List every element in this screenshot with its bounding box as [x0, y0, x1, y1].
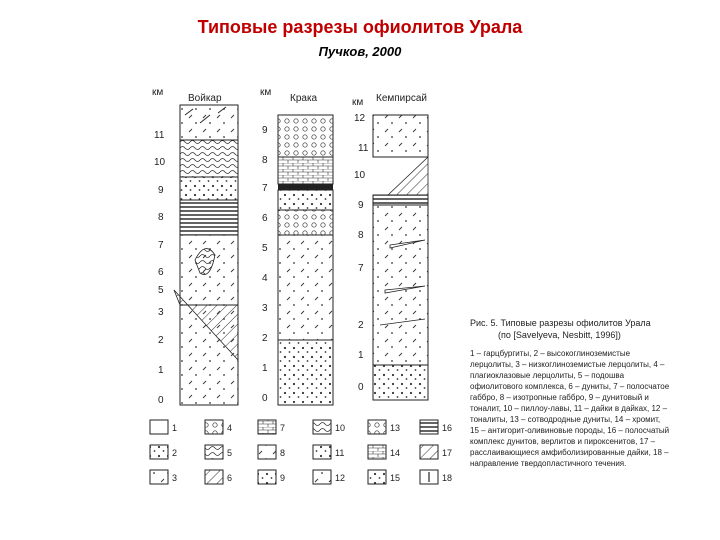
km-label-kraka: км — [260, 87, 272, 98]
section-name-kraka: Крака — [290, 93, 318, 104]
tick-voykar: 9 — [158, 185, 164, 196]
figure-caption-reference: (по [Savelyeva, Nesbitt, 1996]) — [498, 330, 621, 340]
tick-kempirsay: 11 — [358, 143, 369, 154]
tick-voykar: 10 — [154, 157, 166, 168]
tick-kraka: 6 — [262, 213, 268, 224]
legend-number: 13 — [390, 423, 401, 433]
legend-number: 12 — [335, 473, 346, 483]
legend-number: 18 — [442, 473, 453, 483]
legend-number: 6 — [227, 473, 233, 483]
tick-kraka: 1 — [262, 363, 268, 374]
legend-number: 10 — [335, 423, 346, 433]
legend-number: 14 — [390, 448, 401, 458]
legend-number: 5 — [227, 448, 233, 458]
column-kraka — [278, 115, 333, 405]
km-label-voykar: км — [152, 87, 164, 98]
tick-kraka: 7 — [262, 183, 268, 194]
legend-number: 11 — [335, 448, 345, 458]
tick-kempirsay: 1 — [358, 350, 364, 361]
tick-kempirsay: 7 — [358, 263, 364, 274]
legend-number: 1 — [172, 423, 178, 433]
figure-caption-title: Рис. 5. Типовые разрезы офиолитов Урала — [470, 318, 651, 328]
legend-number: 15 — [390, 473, 401, 483]
tick-voykar: 6 — [158, 267, 164, 278]
tick-voykar: 8 — [158, 212, 164, 223]
figure-caption-body: 1 – гарцбургиты, 2 – высокоглиноземистые лерцолиты, 3 – низкоглиноземистые лерцолиты, 4 – плагиоклазовые лерцолиты, 5 – подошва офиолитового комплекса, 6 – дуниты, 7 – полосчатое габбро, 8 – изотропные габбро, 9 – дунитовый и тоналит, 10 – пиллоу-лавы, 11 – дайки в дайках, 12 – тоналиты, 13 – сотводродные дуниты, 14 – хромит, 15 – антигорит-оливиновые породы, 16 – полосчатый комплекс дунитов, верлитов и пироксенитов, 17 – расслаивающиеся амфиболизированные дайки, 18 – направление твердопластичного течения. — [470, 349, 670, 468]
tick-voykar: 0 — [158, 395, 164, 406]
tick-kempirsay: 9 — [358, 200, 364, 211]
legend-number: 4 — [227, 423, 233, 433]
column-voykar — [174, 105, 238, 405]
legend-number: 16 — [442, 423, 453, 433]
legend-number: 17 — [442, 448, 453, 458]
tick-voykar: 7 — [158, 240, 164, 251]
legend-number: 2 — [172, 448, 178, 458]
section-name-kempirsay: Кемпирсай — [376, 93, 427, 104]
tick-voykar: 1 — [158, 365, 164, 376]
tick-kraka: 8 — [262, 155, 268, 166]
tick-kraka: 2 — [262, 333, 268, 344]
tick-kraka: 3 — [262, 303, 268, 314]
tick-kempirsay: 8 — [358, 230, 364, 241]
legend-number: 8 — [280, 448, 286, 458]
section-name-voykar: Войкар — [188, 93, 222, 104]
tick-voykar: 5 — [158, 285, 164, 296]
legend-number: 7 — [280, 423, 286, 433]
figure-scan — [130, 85, 675, 520]
tick-voykar: 2 — [158, 335, 164, 346]
tick-kraka: 9 — [262, 125, 268, 136]
column-kempirsay — [373, 115, 428, 400]
tick-voykar: 3 — [158, 307, 164, 318]
tick-kempirsay: 10 — [354, 170, 366, 181]
slide-subtitle: Пучков, 2000 — [318, 44, 402, 59]
km-label-kempirsay: км — [352, 97, 364, 108]
tick-kempirsay: 0 — [358, 382, 364, 393]
tick-voykar: 11 — [154, 130, 165, 141]
tick-kempirsay: 12 — [354, 113, 366, 124]
slide-title: Типовые разрезы офиолитов Урала — [197, 17, 523, 37]
tick-kraka: 5 — [262, 243, 268, 254]
tick-kraka: 0 — [262, 393, 268, 404]
tick-kraka: 4 — [262, 273, 268, 284]
legend-number: 3 — [172, 473, 178, 483]
tick-kempirsay: 2 — [358, 320, 364, 331]
legend-number: 9 — [280, 473, 286, 483]
